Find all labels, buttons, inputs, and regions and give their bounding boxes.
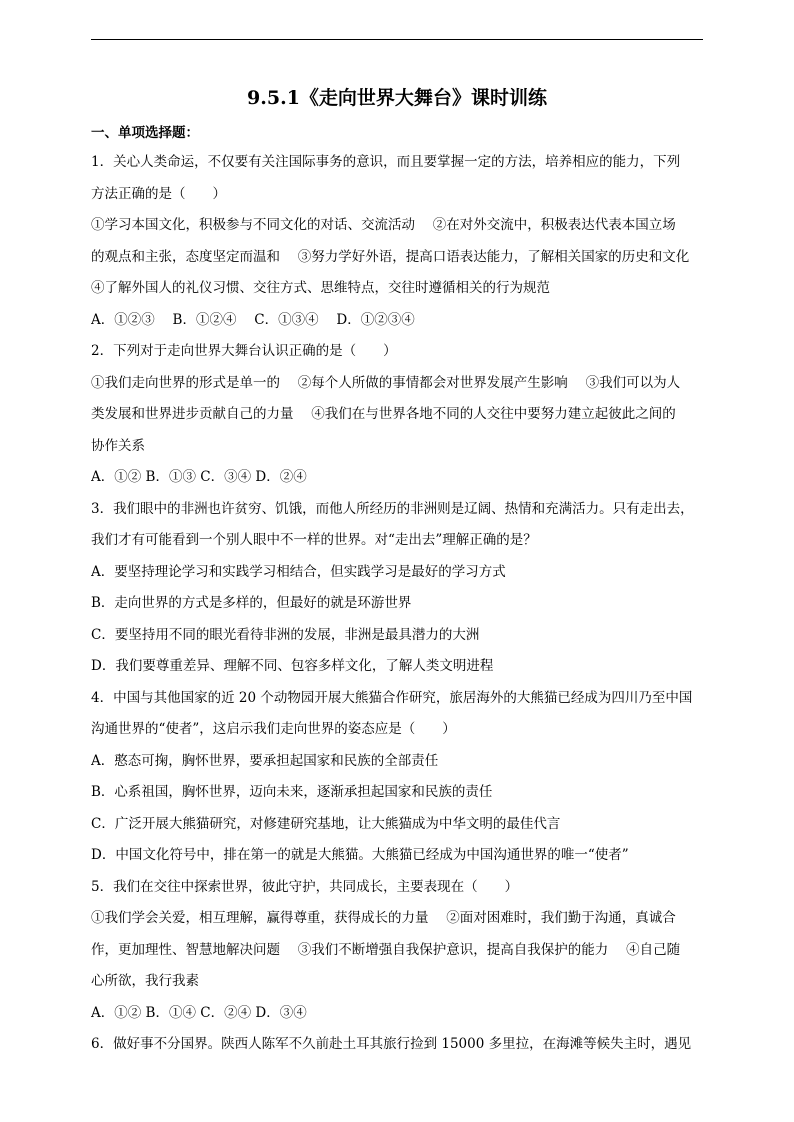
- q2-options: A．①② B．①③ C．③④ D．②④: [91, 469, 307, 485]
- header-rule: [91, 39, 703, 40]
- q1-stem-line-2: 方法正确的是（ ）: [91, 185, 226, 202]
- q2-statements-line-2: 类发展和世界进步贡献自己的力量 ④我们在与世界各地不同的人交往中要努力建立起彼此之间的: [91, 406, 676, 422]
- q3-stem-line-1: 3．我们眼中的非洲也许贫穷、饥饿，而他人所经历的非洲则是辽阔、热情和充满活力。只有走出去，: [91, 500, 694, 517]
- q1-statements-line-2: 的观点和主张，态度坚定而温和 ③努力学好外语，提高口语表达能力，了解相关国家的历史和文化: [91, 248, 690, 265]
- q4-stem-line-1: 4．中国与其他国家的近 20 个动物园开展大熊猫合作研究，旅居海外的大熊猫已经成为四川乃至中国: [91, 689, 693, 706]
- q4-option-a: A．憨态可掬，胸怀世界，要承担起国家和民族的全部责任: [91, 752, 439, 769]
- q1-options: A．①②③ B．①②④ C．①③④ D．①②③④: [91, 311, 415, 328]
- q6-stem-line-1: 6．做好事不分国界。陕西人陈军不久前赴土耳其旅行捡到 15000 多里拉，在海滩等候失主时，遇见: [91, 1036, 692, 1052]
- q3-option-a: A．要坚持理论学习和实践学习相结合，但实践学习是最好的学习方式: [91, 563, 506, 580]
- q3-stem-line-2: 我们才有可能看到一个别人眼中不一样的世界。对“走出去”理解正确的是？: [91, 532, 537, 548]
- q3-option-c: C．要坚持用不同的眼光看待非洲的发展，非洲是最具潜力的大洲: [91, 626, 480, 643]
- section-heading: 一、单项选择题：: [91, 125, 199, 141]
- q1-stem-line-1: 1．关心人类命运，不仅要有关注国际事务的意识，而且要掌握一定的方法，培养相应的能力，下列: [91, 154, 681, 170]
- q3-option-d: D．我们要尊重差异、理解不同、包容多样文化，了解人类文明进程: [91, 658, 494, 674]
- q5-statements-line-1: ①我们学会关爱，相互理解，赢得尊重，获得成长的力量 ②面对困难时，我们勤于沟通，真诚合: [91, 910, 676, 926]
- q2-statements-line-3: 协作关系: [91, 437, 145, 454]
- q4-option-c: C．广泛开展大熊猫研究，对修建研究基地，让大熊猫成为中华文明的最佳代言: [91, 815, 561, 832]
- q2-stem: 2．下列对于走向世界大舞台认识正确的是（ ）: [91, 343, 397, 359]
- q4-option-b: B．心系祖国，胸怀世界，迈向未来，逐渐承担起国家和民族的责任: [91, 784, 493, 800]
- q1-statements-line-1: ①学习本国文化，积极参与不同文化的对话、交流活动 ②在对外交流中，积极表达代表本国立场: [91, 217, 676, 233]
- q5-options: A．①② B．①④ C．②④ D．③④: [91, 1004, 307, 1021]
- q4-stem-line-2: 沟通世界的“使者”，这启示我们走向世界的姿态应是（ ）: [91, 721, 456, 737]
- q2-statements-line-1: ①我们走向世界的形式是单一的 ②每个人所做的事情都会对世界发展产生影响 ③我们可以为人: [91, 374, 681, 391]
- document-body: [91, 120, 703, 1061]
- document-title: 9.5.1《走向世界大舞台》课时训练: [247, 87, 547, 109]
- q1-statements-line-3: ④了解外国人的礼仪习惯、交往方式、思维特点，交往时遵循相关的行为规范: [91, 280, 550, 296]
- q5-statements-line-3: 心所欲，我行我素: [91, 973, 199, 989]
- q4-option-d: D．中国文化符号中，排在第一的就是大熊猫。大熊猫已经成为中国沟通世界的唯一“使者”: [91, 847, 629, 863]
- q3-option-b: B．走向世界的方式是多样的，但最好的就是环游世界: [91, 595, 412, 611]
- q5-statements-line-2: 作，更加理性、智慧地解决问题 ③我们不断增强自我保护意识，提高自我保护的能力 ④自己随: [91, 941, 681, 958]
- q5-stem: 5．我们在交往中探索世界，彼此守护，共同成长，主要表现在（ ）: [91, 878, 519, 895]
